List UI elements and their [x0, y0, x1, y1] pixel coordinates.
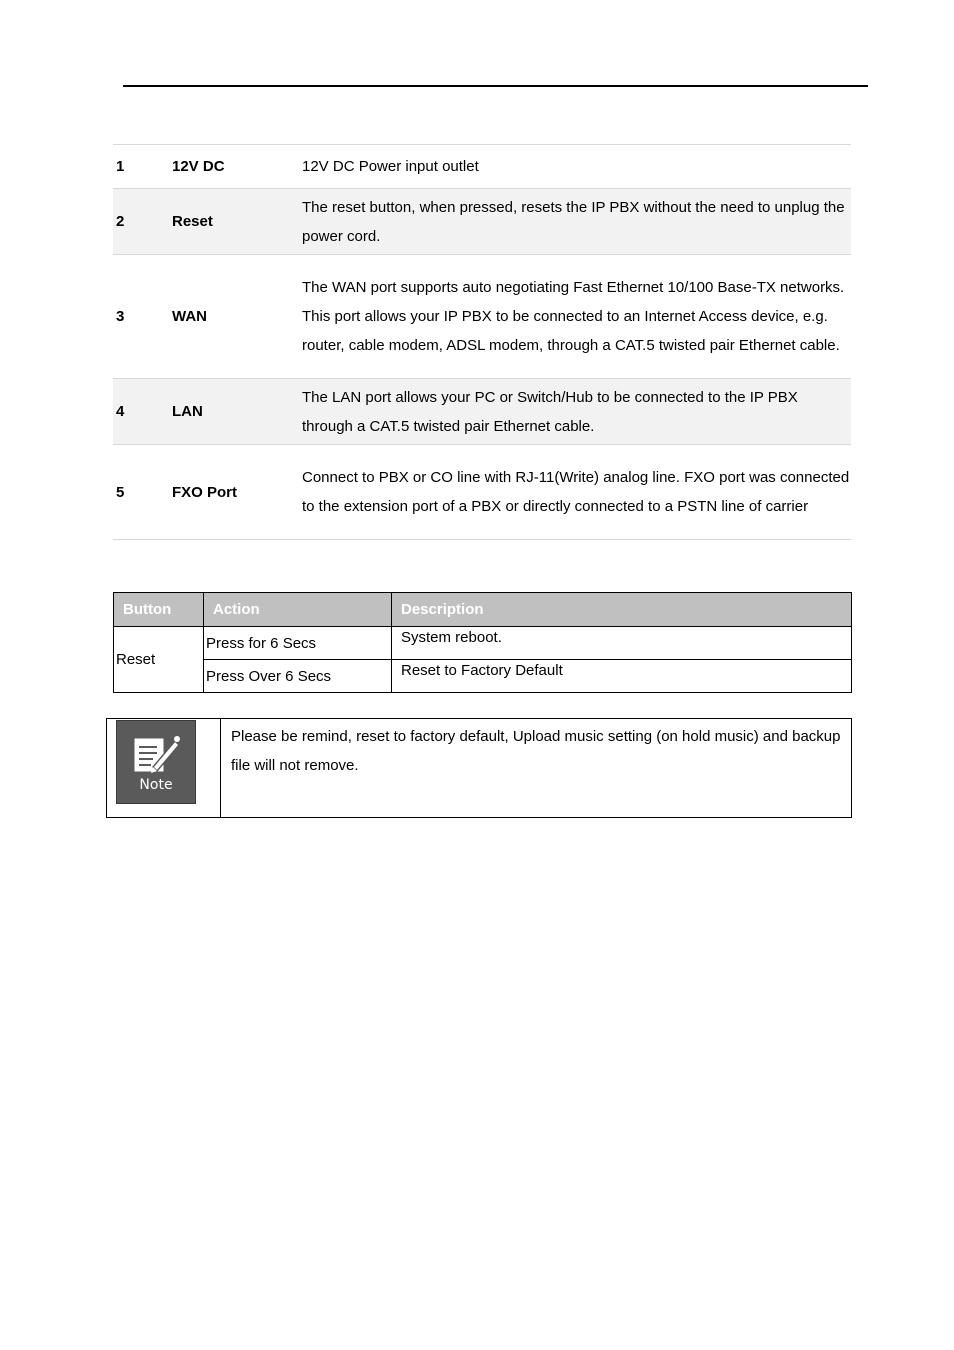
port-number: 4 [116, 403, 125, 420]
note-icon-cell [107, 719, 221, 817]
action-cell: Press Over 6 Secs [204, 660, 392, 693]
port-name: Reset [172, 213, 213, 230]
port-description: The reset button, when pressed, resets the IP PBX without the need to unplug the power cord. [302, 198, 845, 245]
port-description: Connect to PBX or CO line with RJ-11(Write) analog line. FXO port was connected to the extension port of a PBX or directly connected to a PSTN line of carrier [302, 469, 850, 515]
table-row [114, 660, 852, 693]
port-name: WAN [172, 308, 207, 325]
port-description: The WAN port supports auto negotiating Fast Ethernet 10/100 Base-TX networks. This port allows your IP PBX to be connected to an Internet Access device, e.g. router, cable modem, ADSL modem, through a CAT.5 twisted pair Ethernet cable. [302, 279, 845, 354]
port-name: LAN [172, 403, 203, 420]
port-name: 12V DC [172, 158, 225, 175]
port-description: The LAN port allows your PC or Switch/Hub to be connected to the IP PBX through a CAT.5 twisted pair Ethernet cable. [302, 388, 798, 435]
note-icon-label: Note [139, 777, 173, 793]
table-header-row [114, 593, 852, 627]
port-number: 2 [116, 213, 125, 230]
table-row [113, 255, 851, 379]
note-text: Please be remind, reset to factory default, Upload music setting (on hold music) and backup file will not remove. [231, 728, 841, 774]
column-header: Action [204, 593, 392, 627]
column-header: Button [114, 593, 204, 627]
port-name: FXO Port [172, 483, 238, 501]
header-rule [123, 85, 868, 87]
table-row [114, 627, 852, 660]
description-cell: Reset to Factory Default [392, 660, 852, 693]
note-box [106, 718, 852, 818]
port-description: 12V DC Power input outlet [302, 158, 479, 175]
column-header: Description [392, 593, 852, 627]
port-number: 3 [116, 308, 125, 325]
port-table [113, 144, 851, 540]
note-icon [116, 720, 196, 804]
table-row [113, 189, 851, 255]
port-number: 1 [116, 158, 125, 175]
description-cell: System reboot. [392, 627, 852, 660]
table-row [113, 445, 851, 540]
button-name: Reset [114, 627, 204, 693]
table-row [113, 145, 851, 189]
notepad-pen-icon [129, 733, 185, 777]
button-action-table [113, 592, 852, 693]
port-number: 5 [116, 483, 125, 501]
action-cell: Press for 6 Secs [204, 627, 392, 660]
table-row [113, 379, 851, 445]
